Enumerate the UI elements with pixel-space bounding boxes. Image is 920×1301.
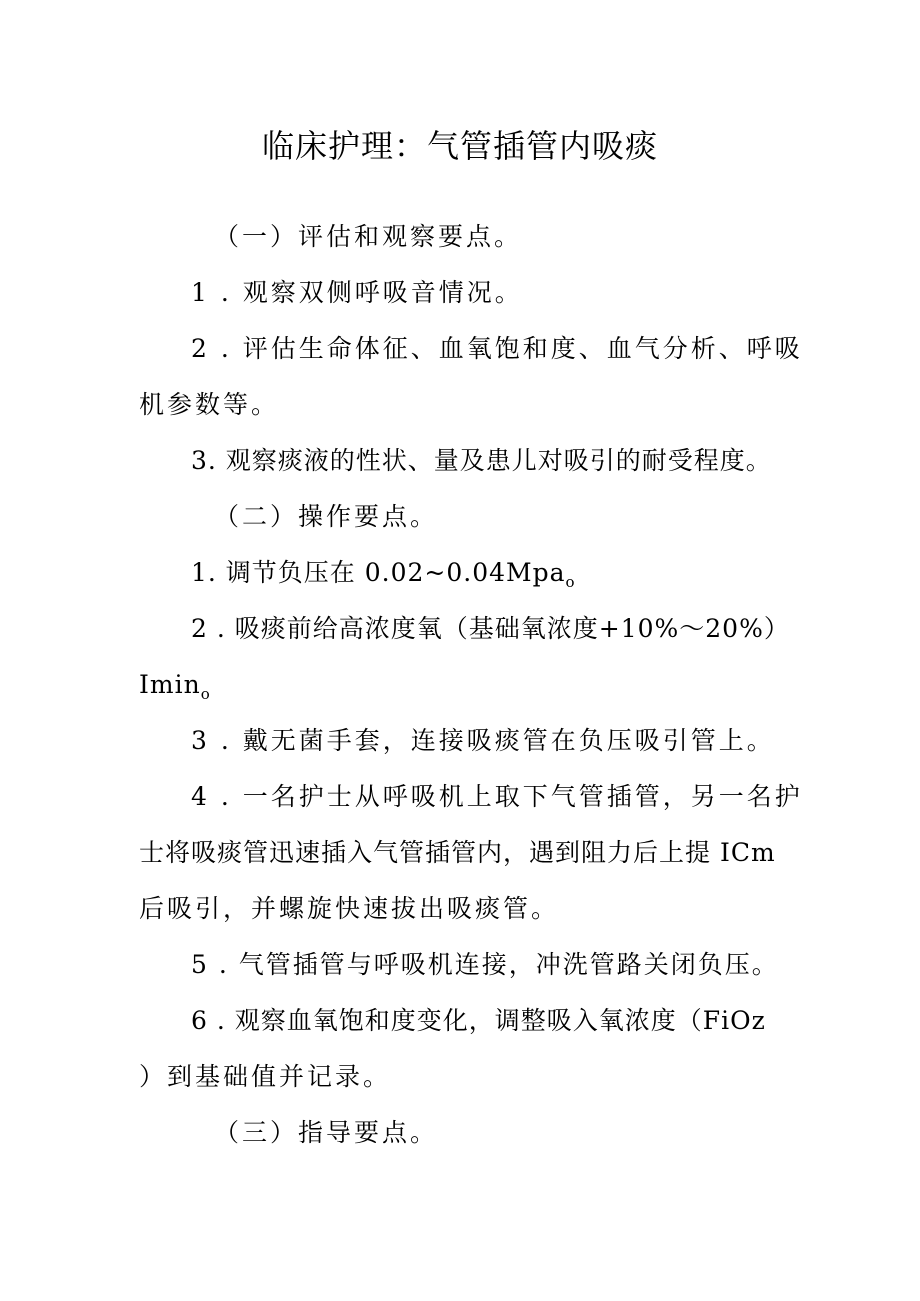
paragraph-line	[139, 668, 210, 711]
section-heading-operation: （二）操作要点。	[214, 502, 439, 531]
section-heading-assessment: （一）评估和观察要点。	[214, 222, 523, 251]
subscript-mark: o	[565, 573, 575, 591]
paragraph-line: 3 . 戴无菌手套，连接吸痰管在负压吸引管上。	[191, 726, 775, 755]
paragraph-line: 1 . 观察双侧呼吸音情况。	[191, 278, 523, 307]
paragraph-line: 2 . 评估生命体征、血氧饱和度、血气分析、呼吸	[191, 334, 803, 363]
paragraph-line: 机参数等。	[139, 390, 280, 419]
paragraph-line-text: 1. 调节负压在 0.02~0.04Mpa	[191, 558, 566, 587]
paragraph-line: 6 . 观察血氧饱和度变化，调整吸入氧浓度（FiOz	[191, 1006, 766, 1035]
paragraph-line: 2 . 吸痰前给高浓度氧（基础氧浓度+10%～20%）	[191, 614, 790, 643]
paragraph-line: ）到基础值并记录。	[139, 1062, 392, 1091]
document-title: 临床护理：气管插管内吸痰	[261, 127, 658, 165]
paragraph-line	[191, 556, 575, 599]
section-heading-guidance: （三）指导要点。	[214, 1118, 439, 1147]
paragraph-line: 后吸引，并螺旋快速拔出吸痰管。	[139, 894, 560, 923]
subscript-mark: o	[200, 685, 210, 703]
paragraph-line: 5 . 气管插管与呼吸机连接，冲洗管路关闭负压。	[191, 950, 779, 979]
paragraph-line: 4 . 一名护士从呼吸机上取下气管插管，另一名护	[191, 782, 803, 811]
paragraph-line: 3. 观察痰液的性状、量及患儿对吸引的耐受程度。	[191, 446, 772, 475]
paragraph-line: 士将吸痰管迅速插入气管插管内，遇到阻力后上提 ICm	[139, 838, 776, 867]
paragraph-line-text: Imin	[139, 670, 201, 699]
